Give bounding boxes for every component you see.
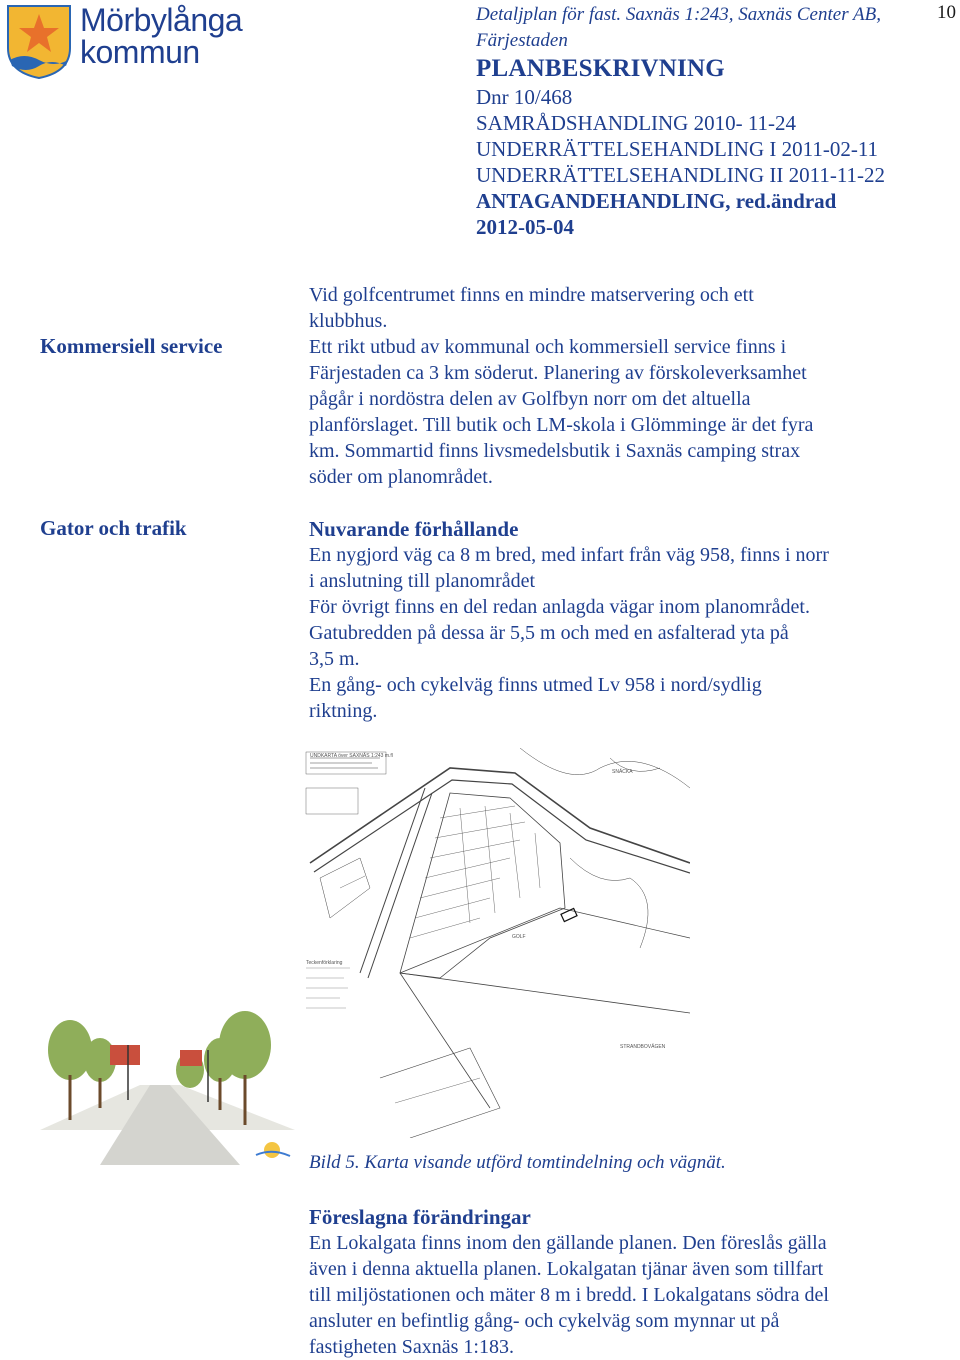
text-line: En nygjord väg ca 8 m bred, med infart från väg 958, finns i norr — [309, 544, 829, 566]
traffic-heading: Nuvarande förhållande — [309, 517, 519, 541]
text-line: fastigheten Saxnäs 1:183. — [309, 1336, 514, 1358]
header-plan-name: Detaljplan för fast. Saxnäs 1:243, Saxnäs Center AB, — [476, 4, 881, 25]
text-line: 3,5 m. — [309, 648, 360, 670]
text-line: Färjestaden ca 3 km söderut. Planering av förskoleverksamhet — [309, 362, 807, 384]
header-underr-2: UNDERRÄTTELSEHANDLING II 2011-11-22 — [476, 163, 886, 187]
header-dnr: Dnr 10/468 — [476, 85, 573, 109]
section-label-service: Kommersiell service — [40, 334, 223, 358]
text-line: även i denna aktuella planen. Lokalgatan tjänar även som tillfart — [309, 1258, 824, 1280]
logo-line-2: kommun — [80, 34, 200, 70]
page-number: 10 — [937, 2, 956, 23]
street-illustration — [40, 990, 295, 1165]
text-line: Gatubredden på dessa är 5,5 m och med en asfalterad yta på — [309, 622, 789, 644]
proposed-text — [309, 1204, 909, 1360]
text-line: En Lokalgata finns inom den gällande planen. Den föreslås gälla — [309, 1232, 827, 1254]
traffic-text — [309, 516, 909, 724]
header-underr-1: UNDERRÄTTELSEHANDLING I 2011-02-11 — [476, 137, 879, 161]
map-label: STRANDBOVÄGEN — [620, 1044, 666, 1050]
header-location: Färjestaden — [476, 30, 568, 51]
map-label: Teckenförklaring — [306, 960, 343, 966]
text-line: pågår i nordöstra delen av Golfbyn norr om det altuella — [309, 388, 751, 410]
text-line: planförslaget. Till butik och LM-skola i Glömminge är det fyra — [309, 414, 814, 436]
plot-map — [300, 748, 690, 1138]
text-line: Ett rikt utbud av kommunal och kommersiell service finns i — [309, 336, 787, 358]
proposed-heading: Föreslagna förändringar — [309, 1205, 531, 1229]
header-samrad: SAMRÅDSHANDLING 2010- 11-24 — [476, 111, 797, 135]
header-title: PLANBESKRIVNING — [476, 55, 725, 82]
document-header — [476, 2, 916, 240]
text-line: För övrigt finns en del redan anlagda vägar inom planområdet. — [309, 596, 810, 618]
text-line: i anslutning till planområdet — [309, 570, 536, 592]
text-line: Vid golfcentrumet finns en mindre matservering och ett — [309, 284, 754, 306]
coat-of-arms-icon — [8, 6, 70, 78]
section-label-traffic: Gator och trafik — [40, 516, 187, 540]
text-line: km. Sommartid finns livsmedelsbutik i Saxnäs camping strax — [309, 440, 801, 462]
figure-caption: Bild 5. Karta visande utförd tomtindelning och vägnät. — [309, 1152, 726, 1173]
map-title: UNDKARTA över SAXNÄS 1:243 m.fl — [310, 753, 393, 759]
text-line: En gång- och cykelväg finns utmed Lv 958 i nord/sydlig — [309, 674, 762, 696]
header-antag-1: ANTAGANDEHANDLING, red.ändrad — [476, 189, 837, 213]
text-line: söder om planområdet. — [309, 466, 493, 488]
text-line: riktning. — [309, 700, 378, 722]
text-line: ansluter en befintlig gång- och cykelväg som mynnar ut på — [309, 1310, 780, 1332]
logo-text — [80, 4, 242, 68]
logo-line-1: Mörbylånga — [80, 2, 243, 38]
header-antag-2: 2012-05-04 — [476, 215, 574, 239]
map-label: GOLF — [512, 934, 526, 940]
text-line: klubbhus. — [309, 310, 388, 332]
text-line: till miljöstationen och mäter 8 m i bredd. I Lokalgatans södra del — [309, 1284, 829, 1306]
map-label: SNÄCKA — [612, 769, 633, 775]
service-text — [309, 282, 909, 490]
